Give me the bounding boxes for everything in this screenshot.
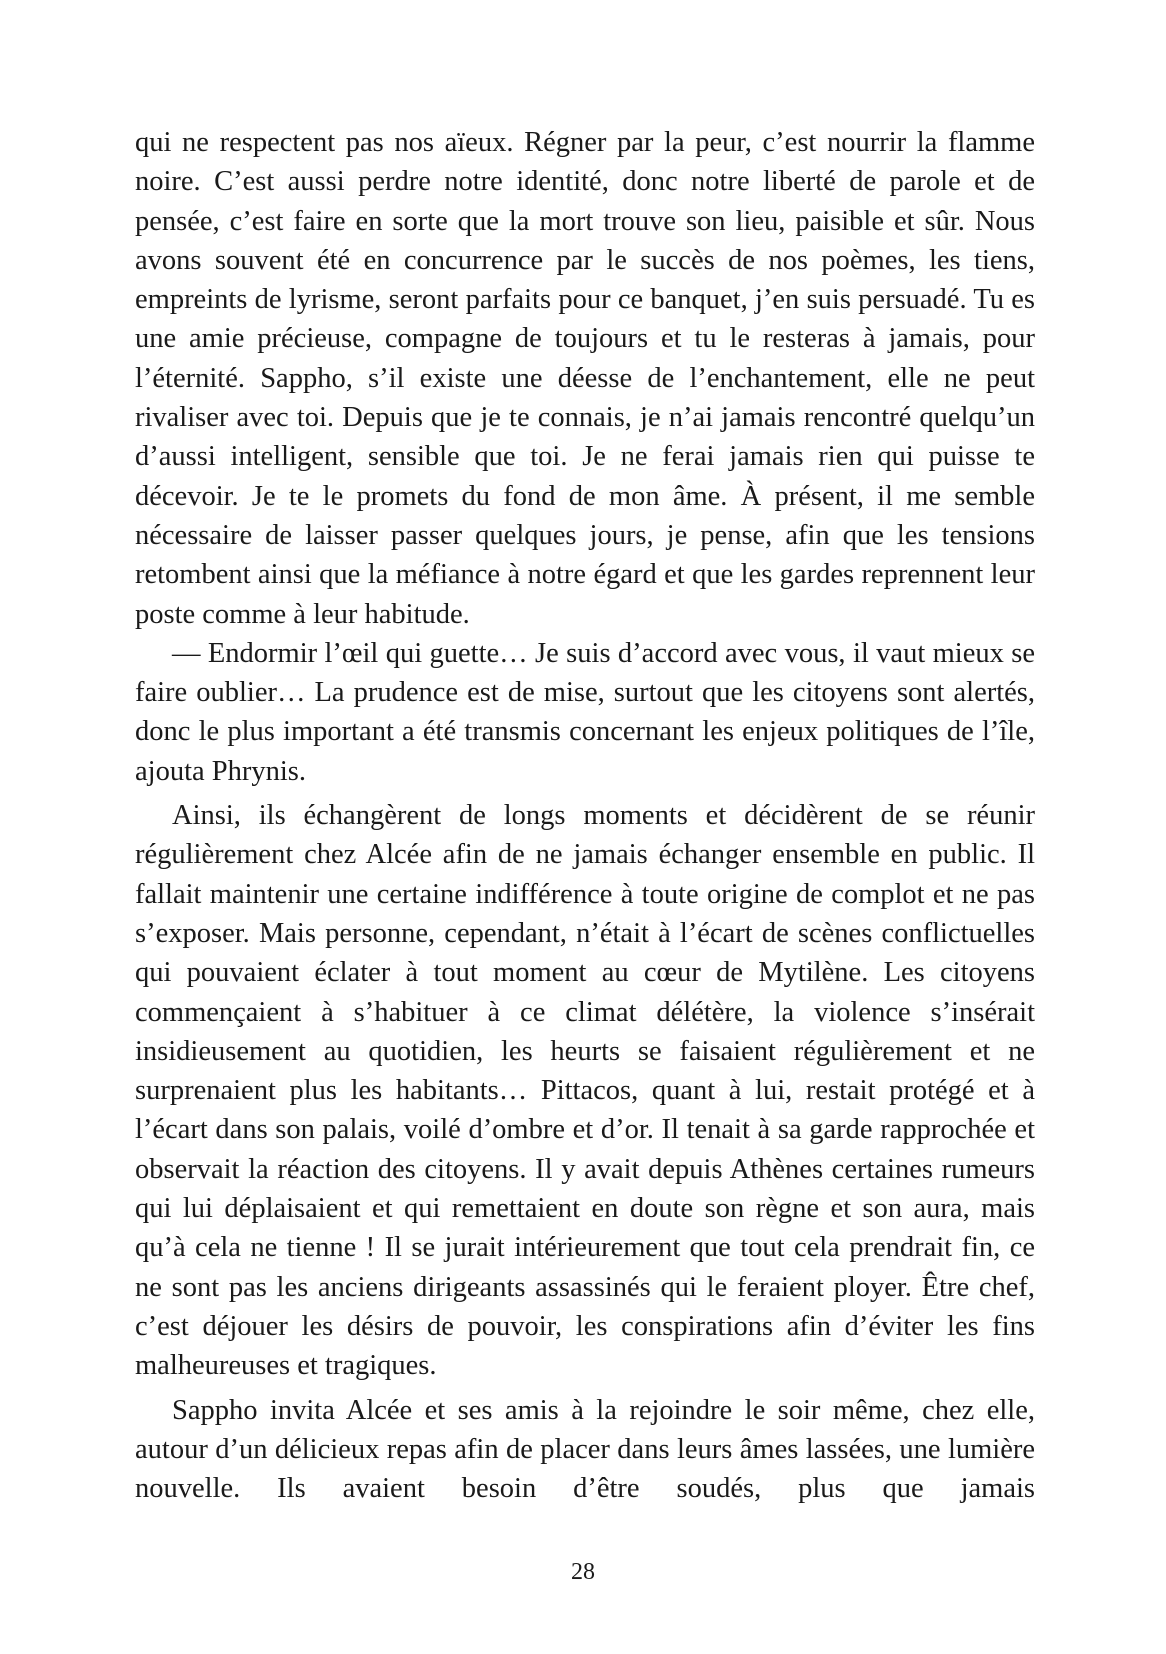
page-body xyxy=(135,123,1035,1508)
paragraph-narration: Ainsi, ils échangèrent de longs moments et décidèrent de se réunir régulièrement chez Alcée afin de ne jamais échanger ensemble en public. Il fallait maintenir une certaine indifférence à toute origine de complot et ne pas s’exposer. Mais personne, cependant, n’était à l’écart de scènes conflictuelles qui pouvaient éclater à tout moment au cœur de Mytilène. Les citoyens commençaient à s’habituer à ce climat délétère, la violence s’insérait insidieusement au quotidien, les heurts se faisaient régulièrement et ne surprenaient plus les habitants… Pittacos, quant à lui, restait protégé et à l’écart dans son palais, voilé d’ombre et d’or. Il tenait à sa garde rapprochée et observait la réaction des citoyens. Il y avait depuis Athènes certaines rumeurs qui lui déplaisaient et qui remettaient en doute son règne et son aura, mais qu’à cela ne tienne ! Il se jurait intérieurement que tout cela prendrait fin, ce ne sont pas les anciens dirigeants assassinés qui le feraient ployer. Être chef, c’est déjouer les désirs de pouvoir, les conspirations afin d’éviter les fins malheureuses et tragiques. xyxy=(135,800,1035,1382)
paragraph-invitation: Sappho invita Alcée et ses amis à la rejoindre le soir même, chez elle, autour d’un délicieux repas afin de placer dans leurs âmes lassées, une lumière nouvelle. Ils avaient besoin d’être soudés, plus que jamais xyxy=(135,1394,1035,1505)
page-number: 28 xyxy=(571,1559,595,1585)
paragraph-continuation: qui ne respectent pas nos aïeux. Régner par la peur, c’est nourrir la flamme noire. C’est aussi perdre notre identité, donc notre liberté de parole et de pensée, c’est faire en sorte que la mort trouve son lieu, paisible et sûr. Nous avons souvent été en concurrence par le succès de nos poèmes, les tiens, empreints de lyrisme, seront parfaits pour ce banquet, j’en suis persuadé. Tu es une amie précieuse, compagne de toujours et tu le resteras à jamais, pour l’éternité. Sappho, s’il existe une déesse de l’enchantement, elle ne peut rivaliser avec toi. Depuis que je te connais, je n’ai jamais rencontré quelqu’un d’aussi intelligent, sensible que toi. Je ne ferai jamais rien qui puisse te décevoir. Je te le promets du fond de mon âme. À présent, il me semble nécessaire de laisser passer quelques jours, je pense, afin que les tensions retombent ainsi que la méfiance à notre égard et que les gardes reprennent leur poste comme à leur habitude. xyxy=(135,127,1035,630)
paragraph-dialogue-phrynis: — Endormir l’œil qui guette… Je suis d’accord avec vous, il vaut mieux se faire oublier… La prudence est de mise, surtout que les citoyens sont alertés, donc le plus important a été transmis concernant les enjeux politiques de l’île, ajouta Phrynis. xyxy=(135,637,1035,787)
